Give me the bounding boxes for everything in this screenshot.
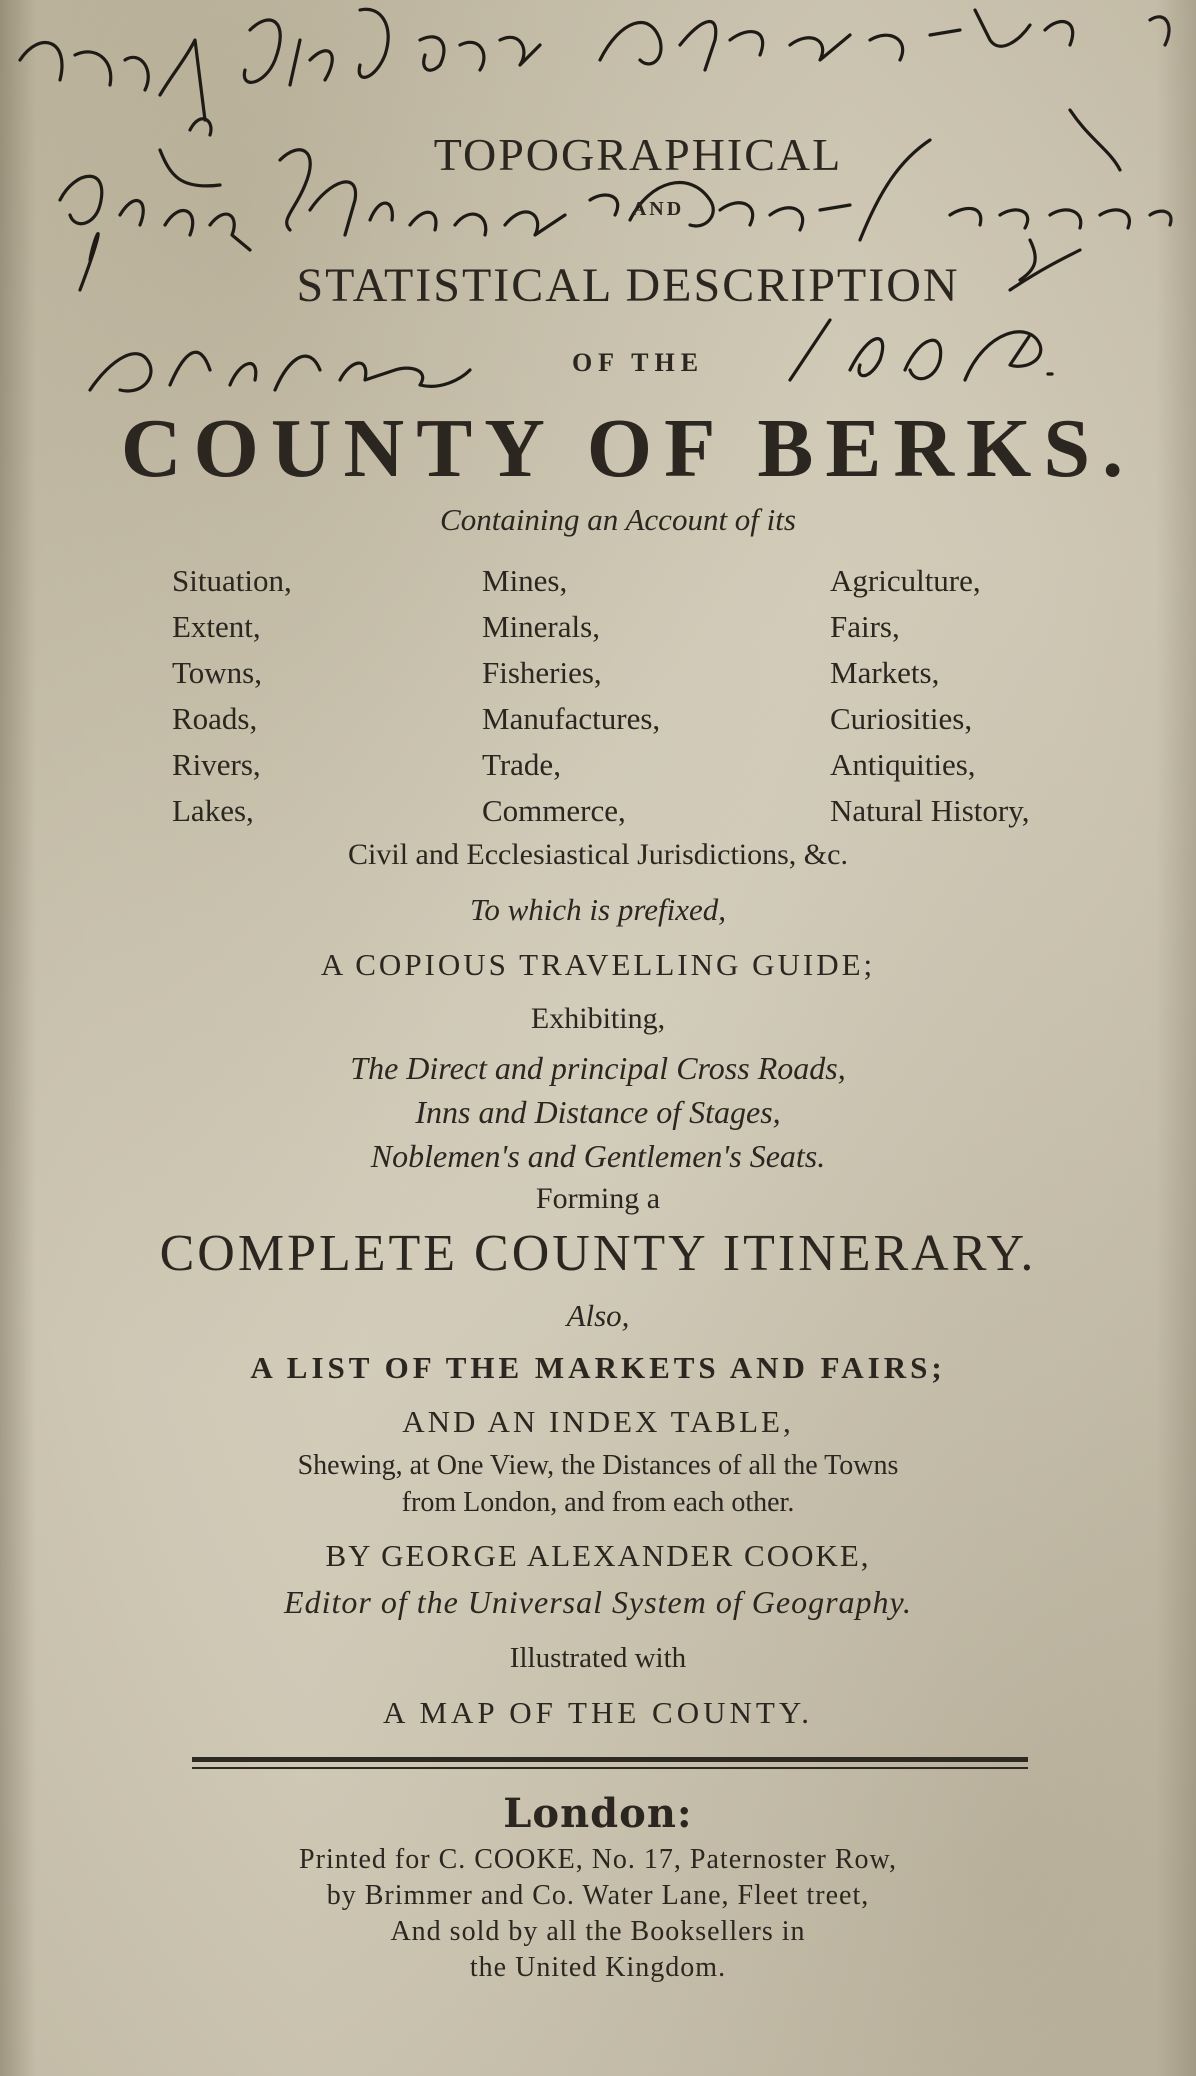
- map-line: A MAP OF THE COUNTY.: [383, 1695, 813, 1730]
- topic-item: Towns,: [172, 655, 262, 690]
- markets-fairs-heading: A LIST OF THE MARKETS AND FAIRS;: [250, 1350, 946, 1385]
- topic-item: Curiosities,: [830, 701, 973, 736]
- guide-lines: [0, 1046, 1196, 1178]
- topic-item: Situation,: [172, 563, 292, 598]
- author-line: BY GEORGE ALEXANDER COOKE,: [325, 1538, 871, 1573]
- editor-line: Editor of the Universal System of Geography.: [284, 1584, 912, 1620]
- title-statistical-description: STATISTICAL DESCRIPTION: [296, 259, 960, 312]
- topic-item: Manufactures,: [482, 701, 661, 736]
- divider-rule-thin: [192, 1767, 1028, 1769]
- imprint-line-4: the United Kingdom.: [469, 1952, 727, 1983]
- topic-item: Natural History,: [830, 793, 1030, 828]
- topic-item: Lakes,: [172, 793, 254, 828]
- title-county-of-berks: COUNTY OF BERKS.: [120, 402, 1136, 495]
- topic-item: Agriculture,: [830, 563, 981, 598]
- topics-column-2: [482, 558, 660, 834]
- itinerary-heading: COMPLETE COUNTY ITINERARY.: [159, 1225, 1037, 1282]
- topic-item: Fisheries,: [482, 655, 602, 690]
- containing-subtitle: Containing an Account of its: [440, 502, 796, 537]
- index-table-heading: AND AN INDEX TABLE,: [402, 1404, 794, 1439]
- topic-item: Antiquities,: [830, 747, 976, 782]
- topic-item: Roads,: [172, 701, 258, 736]
- topic-item: Minerals,: [482, 609, 600, 644]
- illustrated-line: Illustrated with: [509, 1642, 687, 1674]
- topic-item: Fairs,: [830, 609, 900, 644]
- imprint-line-3: And sold by all the Booksellers in: [390, 1916, 806, 1947]
- travelling-guide-heading: A COPIOUS TRAVELLING GUIDE;: [320, 947, 876, 982]
- topic-item: Rivers,: [172, 747, 261, 782]
- exhibiting-line: Exhibiting,: [530, 1002, 666, 1035]
- guide-line: Noblemen's and Gentlemen's Seats.: [370, 1138, 826, 1174]
- topic-item: Extent,: [172, 609, 261, 644]
- forming-line: Forming a: [535, 1182, 661, 1215]
- title-and: AND: [631, 198, 685, 220]
- imprint-line-2: by Brimmer and Co. Water Lane, Fleet treet,: [326, 1880, 870, 1911]
- also-line: Also,: [566, 1298, 630, 1333]
- shewing-line-1: Shewing, at One View, the Distances of all the Towns: [297, 1450, 899, 1481]
- shewing-line-2: from London, and from each other.: [401, 1487, 795, 1518]
- topic-item: Markets,: [830, 655, 940, 690]
- topic-item: Commerce,: [482, 793, 626, 828]
- prefixed-line: To which is prefixed,: [469, 892, 727, 927]
- jurisdictions-line: Civil and Ecclesiastical Jurisdictions, &c.: [348, 838, 848, 871]
- topics-columns: [0, 558, 1196, 838]
- topics-column-3: [830, 558, 1029, 834]
- imprint-line-1: Printed for C. COOKE, No. 17, Paternoster Row,: [299, 1844, 897, 1875]
- imprint-city: London:: [503, 1790, 693, 1837]
- topic-item: Mines,: [482, 563, 568, 598]
- title-topographical: TOPOGRAPHICAL: [433, 129, 843, 180]
- topic-item: Trade,: [482, 747, 561, 782]
- divider-rule-thick: [192, 1757, 1028, 1762]
- topics-column-1: [172, 558, 292, 834]
- title-of-the: OF THE: [571, 348, 705, 377]
- guide-line: The Direct and principal Cross Roads,: [350, 1050, 846, 1086]
- guide-line: Inns and Distance of Stages,: [415, 1094, 781, 1130]
